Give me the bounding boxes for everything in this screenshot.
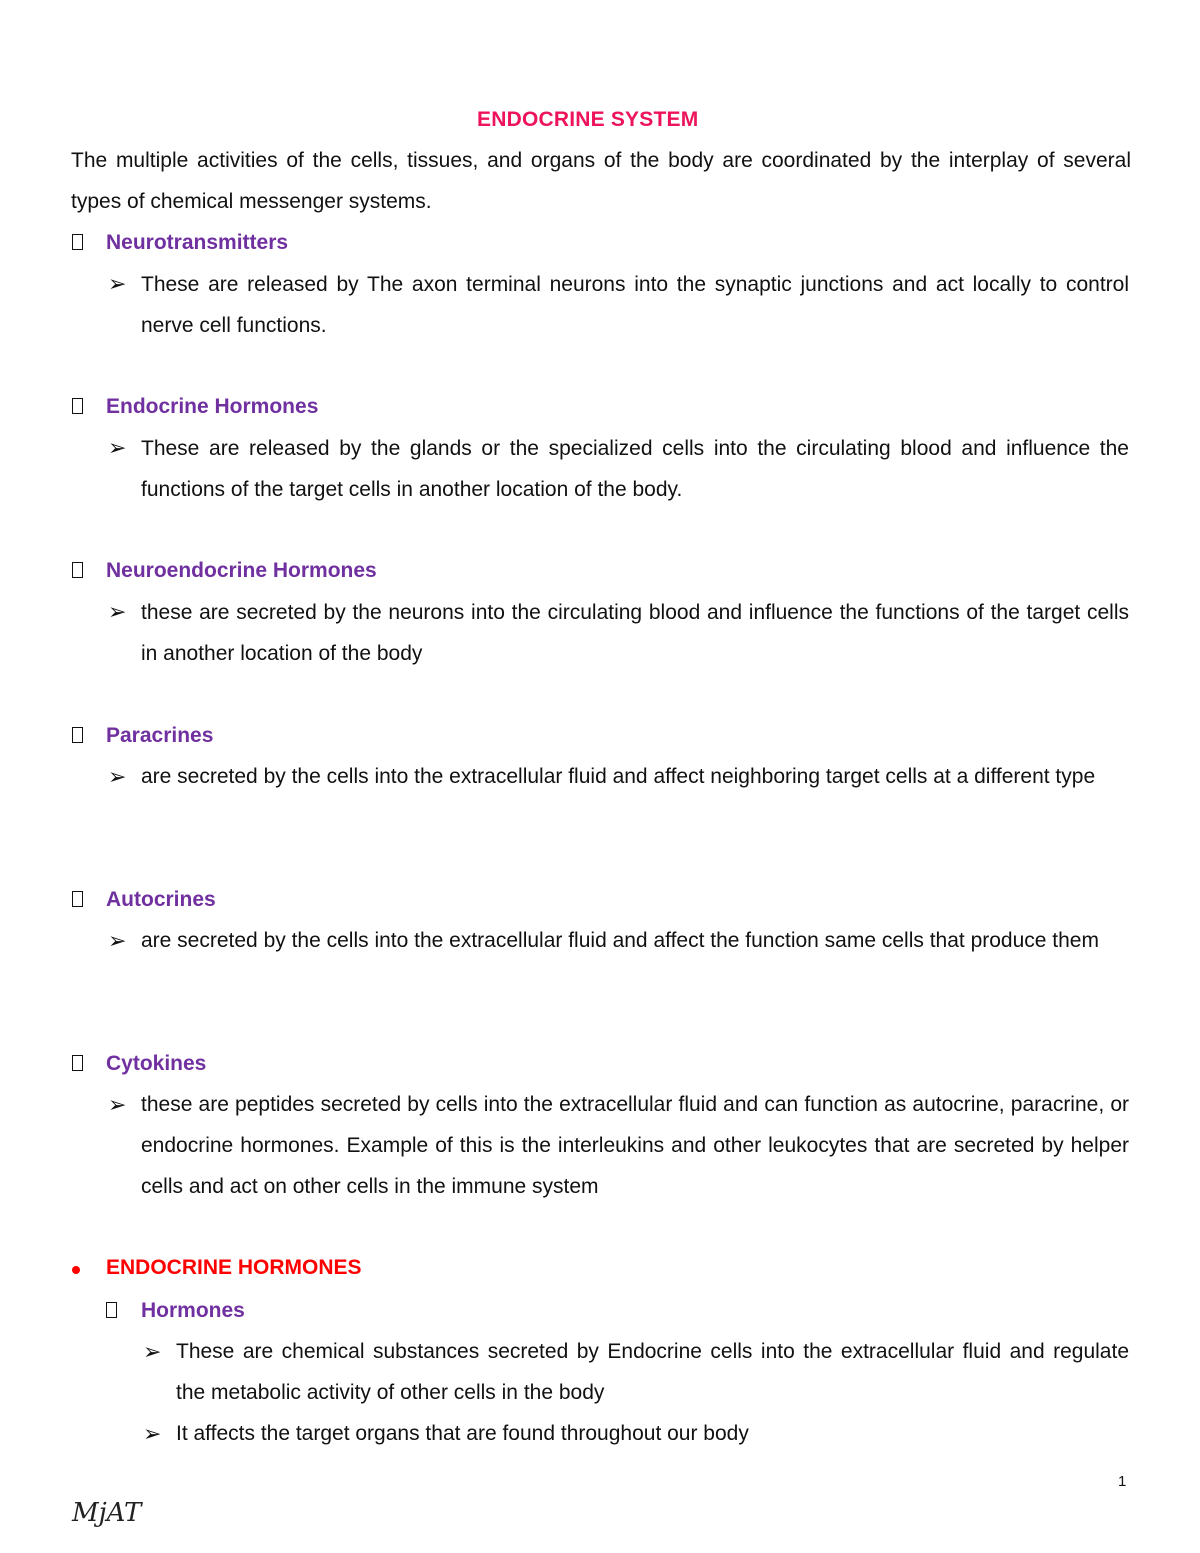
page-title: ENDOCRINE SYSTEM [477, 108, 699, 131]
hormones-item: These are chemical substances secreted by Endocrine cells into the extracellular fluid and regulate the metabolic activity of other cells in the body [176, 1340, 1129, 1404]
section-text: are secreted by the cells into the extracellular fluid and affect neighboring target cells at a different type [141, 765, 1096, 788]
section-text: These are released by The axon terminal neurons into the synaptic junctions and act locally to control nerve cell functions. [141, 273, 1129, 337]
section-text: these are peptides secreted by cells into the extracellular fluid and can function as autocrine, paracrine, or endocrine hormones. Example of this is the interleukins and other leukocytes that are secreted by helper cells and act on other cells in the immune system [141, 1093, 1129, 1198]
arrow-bullet-icon: ➢ [108, 929, 127, 954]
section-heading: Autocrines [106, 888, 216, 911]
section-heading: Paracrines [106, 724, 214, 747]
checkbox-bullet-icon [72, 560, 83, 580]
arrow-bullet-icon: ➢ [108, 600, 127, 625]
arrow-bullet-icon: ➢ [108, 436, 127, 461]
hormones-item: It affects the target organs that are found throughout our body [176, 1422, 749, 1445]
arrow-bullet-icon: ➢ [108, 272, 127, 297]
page-number: 1 [1118, 1473, 1127, 1490]
section-heading: Neuroendocrine Hormones [106, 559, 377, 582]
checkbox-bullet-icon [72, 725, 83, 745]
hormones-subheading: Hormones [141, 1299, 245, 1322]
section-text: are secreted by the cells into the extracellular fluid and affect the function same cells that produce them [141, 929, 1099, 952]
section-heading: Cytokines [106, 1052, 207, 1075]
arrow-bullet-icon: ➢ [108, 1093, 127, 1118]
checkbox-bullet-icon [72, 396, 83, 416]
endocrine-hormones-heading: ENDOCRINE HORMONES [106, 1256, 362, 1279]
section-text: these are secreted by the neurons into the circulating blood and influence the functions of the target cells in another location of the body [141, 601, 1129, 665]
intro-paragraph: The multiple activities of the cells, tissues, and organs of the body are coordinated by the interplay of several types of chemical messenger systems. [71, 149, 1131, 213]
checkbox-bullet-icon [72, 1053, 83, 1073]
signature: MjAT [72, 1498, 142, 1528]
section-heading: Neurotransmitters [106, 231, 289, 254]
arrow-bullet-icon: ➢ [143, 1422, 162, 1447]
checkbox-bullet-icon [72, 889, 83, 909]
arrow-bullet-icon: ➢ [143, 1340, 162, 1365]
checkbox-bullet-icon [72, 232, 83, 252]
section-heading: Endocrine Hormones [106, 395, 319, 418]
red-bullet-icon [72, 1266, 80, 1274]
arrow-bullet-icon: ➢ [108, 765, 127, 790]
section-text: These are released by the glands or the specialized cells into the circulating blood and influence the functions of the target cells in another location of the body. [141, 437, 1129, 501]
checkbox-bullet-icon [106, 1300, 117, 1320]
